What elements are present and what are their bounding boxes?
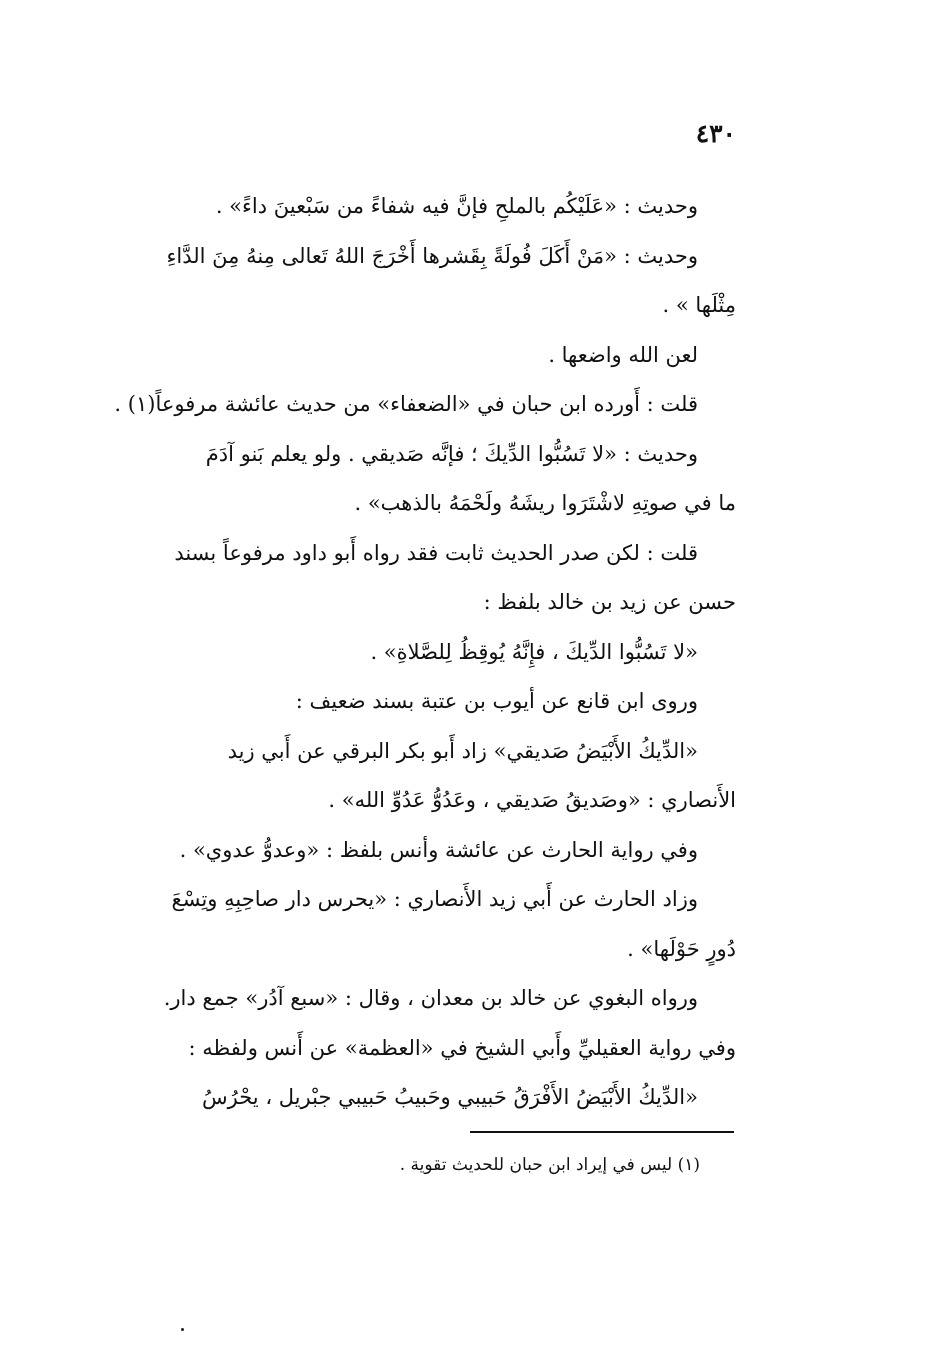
- text-line: ما في صوتِهِ لاشْتَرَوا ريشَهُ ولَحْمَهُ بالذهب» .: [354, 491, 736, 515]
- print-speck: [181, 1328, 184, 1331]
- text-line: «الدِّيكُ الأَبْيَضُ الأَفْرَقُ حَبيبي وحَبيبُ حَبيبي جبْريل ، يحْرُسُ: [202, 1085, 698, 1109]
- text-line: مِثْلَها » .: [662, 293, 736, 317]
- text-line: وفي رواية العقيليِّ وأَبي الشيخ في «العظمة» عن أَنس ولفظه :: [188, 1035, 736, 1060]
- text-line: الأَنصاري : «وصَديقُ صَديقي ، وعَدُوُّ عَدُوِّ الله» .: [328, 788, 736, 812]
- footnote-divider: [470, 1131, 734, 1133]
- text-line: وفي رواية الحارث عن عائشة وأنس بلفظ : «وعدوُّ عدوي» .: [179, 837, 698, 862]
- text-line: لعن الله واضعها .: [548, 342, 698, 367]
- text-line: وحديث : «مَنْ أَكَلَ فُولَةً بِقَشرها أَخْرَجَ اللهُ تَعالى مِنهُ مِنَ الدَّاءِ: [166, 243, 698, 268]
- text-line: دُورٍ حَوْلَها» .: [627, 936, 736, 961]
- body-text: [66, 182, 736, 1123]
- text-line: وزاد الحارث عن أَبي زيد الأَنصاري : «يحرس دار صاحِبِهِ وتِسْعَ: [171, 887, 698, 911]
- text-line: قلت : أَورده ابن حبان في «الضعفاء» من حديث عائشة مرفوعاً(١) .: [114, 392, 698, 416]
- text-line: قلت : لكن صدر الحديث ثابت فقد رواه أَبو داود مرفوعاً بسند: [174, 540, 698, 565]
- text-line: «لا تَسُبُّوا الدِّيكَ ، فإِنَّهُ يُوقِظُ لِلصَّلاةِ» .: [370, 639, 698, 664]
- text-line: وحديث : «لا تَسُبُّوا الدِّيكَ ؛ فإنَّه صَديقي . ولو يعلم بَنو آدَمَ: [205, 441, 698, 466]
- page-number: ٤٣٠: [695, 119, 736, 148]
- text-line: وحديث : «عَلَيْكُم بالملحِ فإنَّ فيه شفاءً من سَبْعينَ داءً» .: [215, 194, 698, 218]
- footnote: (١) ليس في إيراد ابن حبان للحديث تقوية .: [399, 1155, 700, 1175]
- text-line: وروى ابن قانع عن أيوب بن عتبة بسند ضعيف :: [295, 689, 698, 713]
- text-line: ورواه البغوي عن خالد بن معدان ، وقال : «سبع آدُر» جمع دار.: [163, 986, 698, 1010]
- text-line: «الدِّيكُ الأَبْيَضُ صَديقي» زاد أَبو بكر البرقي عن أَبي زيد: [227, 738, 698, 763]
- text-line: حسن عن زيد بن خالد بلفظ :: [483, 590, 736, 614]
